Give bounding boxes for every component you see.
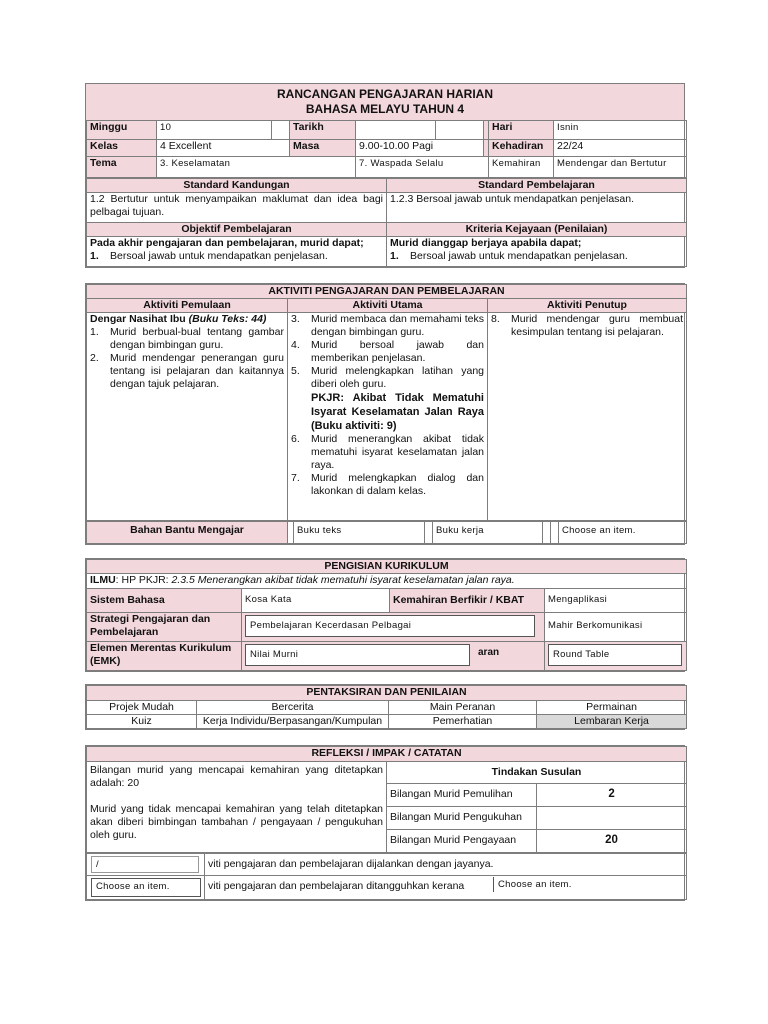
sk-text: 1.2 Bertutur untuk menyampaikan maklumat dan idea bagi pelbagai tujuan. <box>87 193 387 223</box>
bbm-table <box>86 521 687 544</box>
list-item: 2. Murid mendengar penerangan guru tentang isi pelajaran dan kaitannya dengan tajuk pelajaran. <box>90 352 284 390</box>
sistem-bahasa-value[interactable]: Kosa Kata <box>242 589 390 613</box>
ilmu-row <box>87 574 687 589</box>
list-item: 3. Murid membaca dan memahami teks dengan bimbingan guru. <box>291 313 484 338</box>
kbat-label: Kemahiran Berfikir / KBAT <box>390 589 545 613</box>
emk-value[interactable]: Nilai Murni <box>245 644 470 666</box>
pentaksiran-title: PENTAKSIRAN DAN PENILAIAN <box>87 686 687 701</box>
list-item: 1. Murid berbual-bual tentang gambar dengan bimbingan guru. <box>90 326 284 351</box>
pengukuhan-label: Bilangan Murid Pengukuhan <box>387 807 537 830</box>
pentaksiran-option-selected[interactable]: Lembaran Kerja <box>537 715 687 729</box>
refleksi-table <box>86 746 687 853</box>
pentaksiran-option[interactable]: Kuiz <box>87 715 197 729</box>
refleksi-notes <box>87 762 387 853</box>
pengayaan-value[interactable]: 20 <box>537 830 687 853</box>
sistem-bahasa-label: Sistem Bahasa <box>87 589 242 613</box>
op-num: 1. <box>90 250 99 262</box>
penutup-header: Aktiviti Penutup <box>488 299 687 313</box>
tarikh-value[interactable] <box>356 121 436 140</box>
strategi-cell <box>242 613 545 642</box>
kurikulum-section <box>85 558 685 672</box>
op-header: Objektif Pembelajaran <box>87 223 387 237</box>
refleksi-p2: Murid yang tidak mencapai kemahiran yang telah ditetapkan akan diberi bimbingan tambahan / pengayaan / pengukuhan oleh guru. <box>90 803 383 841</box>
bbm-item-2[interactable]: Buku kerja <box>433 522 543 544</box>
kk-item: Bersoal jawab untuk mendapatkan penjelasan. <box>410 250 628 262</box>
kemahiran-value[interactable]: Mendengar dan Bertutur <box>554 157 687 178</box>
status-row-2-text: viti pengajaran dan pembelajaran ditangguhkan kerana <box>208 880 465 892</box>
tarikh-label: Tarikh <box>290 121 356 140</box>
strategi-right-value[interactable]: Mahir Berkomunikasi <box>545 613 687 642</box>
kurikulum-title: PENGISIAN KURIKULUM <box>87 560 687 574</box>
minggu-value[interactable]: 10 <box>157 121 272 140</box>
status-2-choice[interactable]: Choose an item. <box>91 878 201 897</box>
pdp-cell <box>545 642 687 671</box>
kk-cell <box>387 237 687 267</box>
kelas-value[interactable]: 4 Excellent <box>157 140 290 157</box>
emk-label: Elemen Merentas Kurikulum (EMK) <box>87 642 242 671</box>
ilmu-label: ILMU <box>90 574 116 586</box>
pentaksiran-option[interactable]: Bercerita <box>197 701 389 715</box>
ilmu-sub: : HP PKJR: <box>115 574 169 586</box>
kk-num: 1. <box>390 250 399 262</box>
pentaksiran-option[interactable]: Permainan <box>537 701 687 715</box>
status-row-1-box <box>87 854 205 876</box>
pentaksiran-section <box>85 684 685 730</box>
status-row-2-cell <box>205 876 687 900</box>
kk-intro: Murid dianggap berjaya apabila dapat; <box>390 237 582 249</box>
pemulihan-value[interactable]: 2 <box>537 784 687 807</box>
strategi-label: Strategi Pengajaran dan Pembelajaran <box>87 613 242 642</box>
aktiviti-section <box>85 283 685 545</box>
kemahiran-label: Kemahiran <box>489 157 554 178</box>
pentaksiran-option[interactable]: Main Peranan <box>389 701 537 715</box>
standard-table <box>86 178 687 267</box>
kbat-value[interactable]: Mengaplikasi <box>545 589 687 613</box>
refleksi-title: REFLEKSI / IMPAK / CATATAN <box>87 747 687 762</box>
status-row-1-text: viti pengajaran dan pembelajaran dijalankan dengan jayanya. <box>205 854 687 876</box>
sp-text: 1.2.3 Bersoal jawab untuk mendapatkan penjelasan. <box>387 193 687 223</box>
status-table <box>86 853 687 900</box>
pengukuhan-value[interactable] <box>537 807 687 830</box>
pdp-value[interactable]: Round Table <box>548 644 682 666</box>
kehadiran-label: Kehadiran <box>489 140 554 157</box>
pentaksiran-option[interactable]: Pemerhatian <box>389 715 537 729</box>
pentaksiran-option[interactable]: Projek Mudah <box>87 701 197 715</box>
pkjr-text: PKJR: Akibat Tidak Mematuhi Isyarat Keselamatan Jalan Raya (Buku aktiviti: 9) <box>311 392 484 432</box>
kk-header: Kriteria Kejayaan (Penilaian) <box>387 223 687 237</box>
refleksi-p1: Bilangan murid yang mencapai kemahiran yang ditetapkan adalah: 20 <box>90 764 383 789</box>
emk-cell <box>242 642 545 671</box>
rph-header-section <box>85 83 685 268</box>
status-1-choice[interactable]: / <box>91 856 199 873</box>
title-line-1: RANCANGAN PENGAJARAN HARIAN <box>276 87 493 101</box>
op-item: Bersoal jawab untuk mendapatkan penjelasan. <box>110 250 328 262</box>
aktiviti-table <box>86 284 687 521</box>
pentaksiran-table <box>86 685 687 729</box>
info-table <box>86 120 687 178</box>
pentaksiran-option[interactable]: Kerja Individu/Berpasangan/Kumpulan <box>197 715 389 729</box>
sp-header: Standard Pembelajaran <box>387 179 687 193</box>
kehadiran-value[interactable]: 22/24 <box>554 140 687 157</box>
aktiviti-title: AKTIVITI PENGAJARAN DAN PEMBELAJARAN <box>87 285 687 299</box>
tindakan-susulan: Tindakan Susulan <box>387 762 687 784</box>
tajuk-value[interactable]: 7. Waspada Selalu <box>356 157 489 178</box>
hari-value[interactable]: Isnin <box>554 121 687 140</box>
masa-label: Masa <box>290 140 356 157</box>
op-cell <box>87 237 387 267</box>
masa-value[interactable]: 9.00-10.00 Pagi <box>356 140 484 157</box>
kelas-label: Kelas <box>87 140 157 157</box>
pemulihan-label: Bilangan Murid Pemulihan <box>387 784 537 807</box>
list-item: 6. Murid menerangkan akibat tidak mematuhi isyarat keselamatan jalan raya. <box>291 433 484 471</box>
sk-header: Standard Kandungan <box>87 179 387 193</box>
utama-cell <box>288 313 488 521</box>
list-item: 5. Murid melengkapkan latihan yang diberi oleh guru. <box>291 365 484 390</box>
kurikulum-table <box>86 559 687 671</box>
penutup-cell <box>488 313 687 521</box>
rph-title <box>86 84 684 120</box>
status-row-2-box <box>87 876 205 900</box>
minggu-label: Minggu <box>87 121 157 140</box>
pemulaan-head: Dengar Nasihat Ibu <box>90 313 186 325</box>
pengayaan-label: Bilangan Murid Pengayaan <box>387 830 537 853</box>
bbm-label: Bahan Bantu Mengajar <box>87 522 288 544</box>
op-intro: Pada akhir pengajaran dan pembelajaran, murid dapat; <box>90 237 364 249</box>
ilmu-text: 2.3.5 Menerangkan akibat tidak mematuhi isyarat keselamatan jalan raya. <box>171 574 515 586</box>
pemulaan-header: Aktiviti Pemulaan <box>87 299 288 313</box>
pdp-label-suffix: aran <box>478 647 500 658</box>
pemulaan-ref: (Buku Teks: 44) <box>188 313 267 325</box>
tema-label: Tema <box>87 157 157 178</box>
pemulaan-cell <box>87 313 288 521</box>
bbm-item-1[interactable]: Buku teks <box>294 522 425 544</box>
hari-label: Hari <box>489 121 554 140</box>
list-item: 7. Murid melengkapkan dialog dan lakonkan di dalam kelas. <box>291 472 484 497</box>
refleksi-section <box>85 745 685 901</box>
list-item: 4. Murid bersoal jawab dan memberikan penjelasan. <box>291 339 484 364</box>
utama-header: Aktiviti Utama <box>288 299 488 313</box>
tema-value[interactable]: 3. Keselamatan <box>157 157 356 178</box>
bbm-item-3-dropdown[interactable]: Choose an item. <box>559 522 687 544</box>
list-item: 8. Murid mendengar guru membuat kesimpulan tentang isi pelajaran. <box>491 313 684 338</box>
status-2-reason-dropdown[interactable]: Choose an item. <box>493 877 683 892</box>
title-line-2: BAHASA MELAYU TAHUN 4 <box>305 102 465 116</box>
strategi-value[interactable]: Pembelajaran Kecerdasan Pelbagai <box>245 615 535 637</box>
